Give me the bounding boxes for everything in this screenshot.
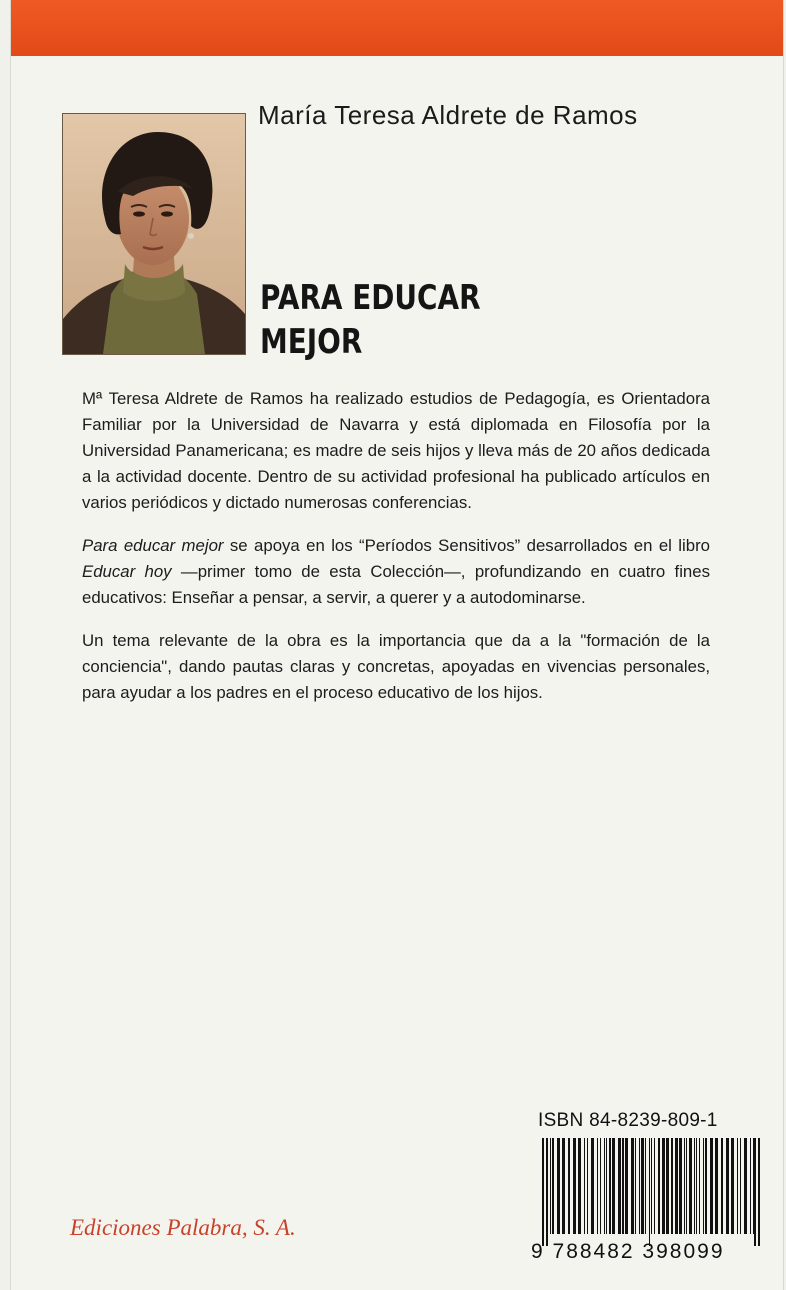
barcode-bar xyxy=(671,1138,673,1234)
barcode-bar xyxy=(573,1138,576,1234)
author-portrait xyxy=(62,113,246,355)
barcode-bar xyxy=(631,1138,634,1234)
barcode-bar xyxy=(639,1138,640,1234)
barcode-bar xyxy=(635,1138,636,1234)
barcode-bar xyxy=(699,1138,700,1234)
isbn-label: ISBN 84-8239-809-1 xyxy=(538,1110,718,1131)
barcode-bar xyxy=(754,1138,756,1246)
barcode-bar xyxy=(542,1138,544,1246)
barcode-bar xyxy=(618,1138,621,1234)
author-name: María Teresa Aldrete de Ramos xyxy=(258,100,638,130)
barcode-bar xyxy=(721,1138,723,1234)
barcode-bar xyxy=(641,1138,644,1234)
top-color-band xyxy=(11,0,783,56)
barcode-bar xyxy=(654,1138,655,1234)
barcode-bar xyxy=(686,1138,687,1234)
barcode-bar xyxy=(604,1138,605,1234)
summary-text-a: se apoya en los “Períodos Sensitivos” desarrollados en el libro xyxy=(223,536,711,555)
italic-first-volume: Educar hoy xyxy=(82,562,172,581)
barcode-bar xyxy=(591,1138,594,1234)
barcode-bar xyxy=(744,1138,747,1234)
barcode-bar xyxy=(753,1138,754,1234)
summary-text-b: —primer tomo de esta Colección—, profundizando en cuatro fines educativos: Enseñar a pensar, a servir, a querer y a autodominarse. xyxy=(82,562,710,607)
barcode-bar xyxy=(568,1138,570,1234)
title-line-1: PARA EDUCAR xyxy=(260,278,481,318)
barcode-bar xyxy=(703,1138,704,1234)
paragraph-summary xyxy=(82,533,710,611)
barcode-bar xyxy=(609,1138,611,1234)
barcode-number: 9 788482 398099 xyxy=(531,1240,725,1263)
barcode-bar xyxy=(546,1138,548,1246)
barcode-bar xyxy=(675,1138,678,1234)
barcode-bar xyxy=(758,1138,760,1246)
barcode-bar xyxy=(715,1138,718,1234)
barcode-bar xyxy=(557,1138,560,1234)
barcode-bar xyxy=(679,1138,682,1234)
barcode-bar xyxy=(705,1138,707,1234)
barcode-bar xyxy=(562,1138,565,1234)
barcode-bar xyxy=(600,1138,601,1234)
synopsis xyxy=(82,386,710,723)
barcode-bar xyxy=(662,1138,665,1234)
barcode xyxy=(540,1138,762,1246)
barcode-bar xyxy=(597,1138,598,1234)
barcode-bar xyxy=(606,1138,607,1234)
barcode-bar xyxy=(649,1138,650,1246)
barcode-bar xyxy=(684,1138,685,1234)
book-title xyxy=(260,276,481,364)
barcode-bar xyxy=(625,1138,628,1234)
barcode-bar xyxy=(587,1138,588,1234)
barcode-bar xyxy=(622,1138,624,1234)
barcode-bar xyxy=(689,1138,692,1234)
barcode-bar xyxy=(612,1138,615,1234)
barcode-bar xyxy=(578,1138,581,1234)
barcode-bar xyxy=(552,1138,554,1234)
barcode-bar xyxy=(740,1138,741,1234)
barcode-bar xyxy=(726,1138,729,1234)
barcode-bar xyxy=(645,1138,646,1234)
italic-title: Para educar mejor xyxy=(82,536,224,555)
barcode-bar xyxy=(696,1138,697,1234)
barcode-bar xyxy=(710,1138,713,1234)
barcode-bar xyxy=(737,1138,738,1234)
paragraph-theme: Un tema relevante de la obra es la importancia que da a la "formación de la conciencia", dando pautas claras y concretas, apoyadas en vivencias personales, para ayudar a los padres en el proceso educativo de los hijos. xyxy=(82,631,710,702)
barcode-bar xyxy=(731,1138,734,1234)
barcode-bar xyxy=(694,1138,695,1234)
barcode-bar xyxy=(584,1138,585,1234)
publisher-name: Ediciones Palabra, S. A. xyxy=(70,1215,296,1240)
barcode-bar xyxy=(550,1138,551,1234)
barcode-bar xyxy=(658,1138,660,1234)
title-line-2: MEJOR xyxy=(260,322,363,362)
barcode-bar xyxy=(750,1138,751,1234)
barcode-bar xyxy=(666,1138,669,1234)
barcode-bar xyxy=(651,1138,652,1234)
paragraph-bio: Mª Teresa Aldrete de Ramos ha realizado estudios de Pedagogía, es Orientadora Familiar por la Universidad de Navarra y está diplomada en Filosofía por la Universidad Panamericana; es madre de seis hijos y lleva más de 20 años dedicada a la actividad docente. Dentro de su actividad profesional ha publicado artículos en varios periódicos y dictado numerosas conferencias. xyxy=(82,389,710,512)
